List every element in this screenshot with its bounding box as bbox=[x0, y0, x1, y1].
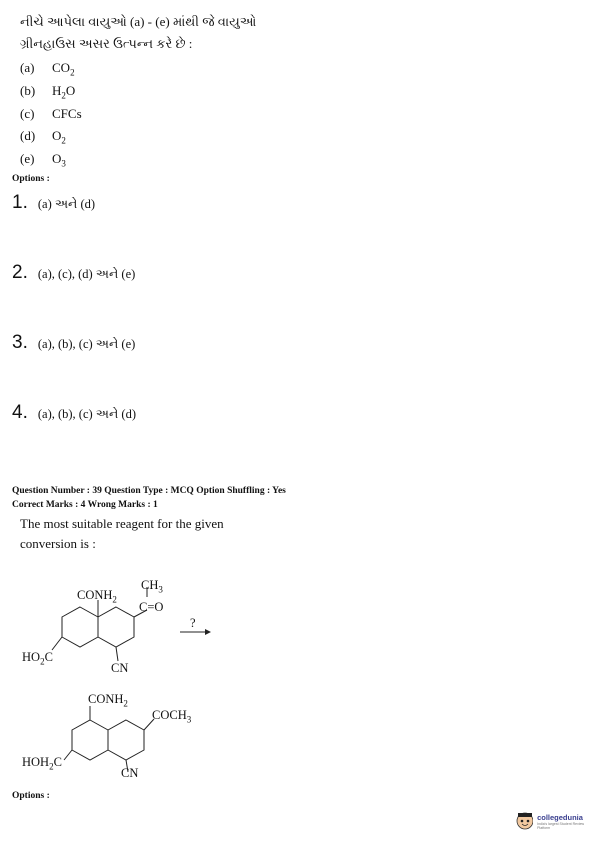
options-heading: Options : bbox=[12, 174, 50, 184]
statement-label: (c) bbox=[20, 106, 35, 121]
reactant-carbonyl-label: C=O bbox=[139, 600, 164, 614]
question-text-line-1: નીચે આપેલા વાયુઓ (a) - (e) માંથી જે વાયુઓ bbox=[20, 14, 257, 29]
brand-tagline: India's largest Student Review Platform bbox=[537, 821, 585, 830]
answer-option-3[interactable] bbox=[12, 332, 135, 354]
question-text-line-2: ગ્રીનહાઉસ અસર ઉત્પન્ન કરે છે : bbox=[20, 36, 193, 51]
statement-text: CFCs bbox=[52, 106, 82, 121]
reactant-bond-acid bbox=[52, 637, 62, 650]
answer-number: 3. bbox=[12, 332, 28, 353]
statement-subscript: 2 bbox=[61, 135, 66, 146]
question-text-line-2: conversion is : bbox=[20, 536, 96, 551]
statement-text-end: O bbox=[65, 83, 76, 98]
product-ring-right bbox=[108, 720, 144, 760]
brand-name: collegedunia bbox=[537, 812, 583, 822]
brand-logo bbox=[516, 812, 595, 830]
statement-text: O bbox=[52, 128, 62, 143]
statement-text: O bbox=[52, 151, 62, 166]
options-heading: Options : bbox=[12, 791, 50, 801]
question-text-line-1: The most suitable reagent for the given bbox=[20, 516, 224, 531]
product-bond-alcohol bbox=[64, 750, 72, 760]
statement-label: (e) bbox=[20, 151, 35, 166]
answer-text: (a), (b), (c) અને (e) bbox=[37, 337, 136, 351]
statement-text: H bbox=[52, 83, 62, 98]
reactant-acid-label: $HO_2C$ bbox=[22, 650, 53, 667]
answer-text: (a), (c), (d) અને (e) bbox=[37, 267, 136, 281]
reactant-amide-label: $CONH_2$ bbox=[77, 588, 117, 605]
statement-label: (b) bbox=[20, 83, 36, 98]
answer-number: 4. bbox=[12, 402, 28, 423]
statement-b bbox=[20, 83, 75, 101]
reactant-ring-left bbox=[62, 607, 98, 647]
answer-text: (a) અને (d) bbox=[37, 197, 96, 211]
product-ring-left bbox=[72, 720, 108, 760]
reactant-methyl-label: $CH_3$ bbox=[141, 578, 163, 595]
reactant-nitrile-label: CN bbox=[111, 661, 129, 675]
statement-label: (a) bbox=[20, 60, 35, 75]
product-acetyl-label: $COCH_3$ bbox=[152, 708, 192, 725]
mascot-icon bbox=[516, 812, 533, 830]
product-amide-label: $CONH_2$ bbox=[88, 692, 128, 709]
question-meta-line-2: Correct Marks : 4 Wrong Marks : 1 bbox=[12, 500, 158, 510]
statement-text: CO bbox=[52, 60, 71, 75]
statement-subscript: 3 bbox=[61, 158, 66, 169]
statement-subscript: 2 bbox=[61, 90, 66, 101]
answer-text: (a), (b), (c) અને (d) bbox=[37, 407, 137, 421]
reactant-bond-nitrile bbox=[116, 647, 118, 661]
answer-number: 1. bbox=[12, 192, 28, 213]
statement-subscript: 2 bbox=[70, 67, 75, 78]
statement-e bbox=[20, 151, 66, 169]
answer-option-4[interactable] bbox=[12, 402, 136, 424]
statement-d bbox=[20, 128, 66, 146]
statement-c bbox=[20, 106, 82, 122]
reaction-arrow-head bbox=[205, 629, 211, 635]
answer-number: 2. bbox=[12, 262, 28, 283]
statement-label: (d) bbox=[20, 128, 36, 143]
product-nitrile-label: CN bbox=[121, 766, 139, 780]
reactant-ring-right bbox=[98, 607, 134, 647]
product-alcohol-label: $HOH_2C$ bbox=[22, 755, 62, 772]
question-meta-line-1: Question Number : 39 Question Type : MCQ Option Shuffling : Yes bbox=[12, 486, 286, 496]
reaction-arrow-label: ? bbox=[190, 616, 196, 630]
answer-option-2[interactable] bbox=[12, 262, 135, 284]
statement-a bbox=[20, 60, 75, 78]
answer-option-1[interactable] bbox=[12, 192, 95, 214]
